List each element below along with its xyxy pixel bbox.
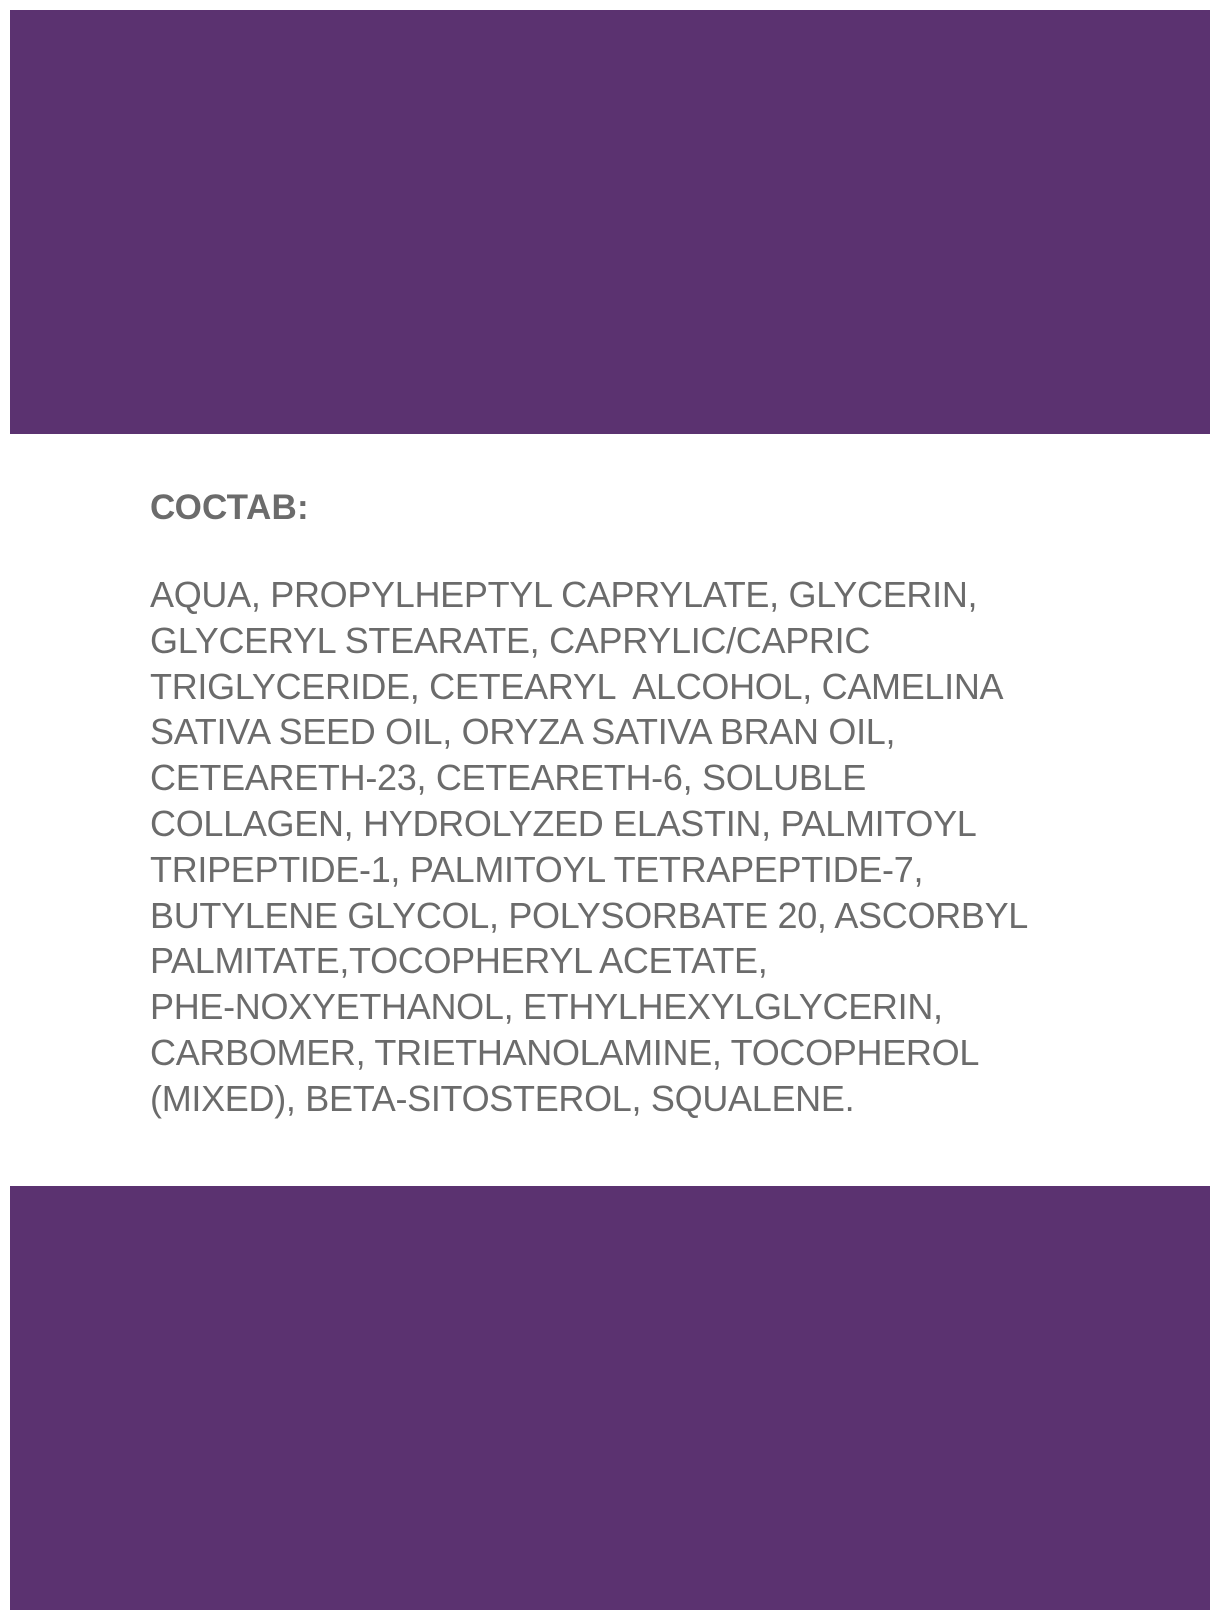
ingredients-line: GLYCERYL STEARATE, CAPRYLIC/CAPRIC	[150, 619, 871, 661]
ingredients-line: PALMITATE,TOCOPHERYL ACETATE,	[150, 940, 768, 982]
ingredients-line: SATIVA SEED OIL, ORYZA SATIVA BRAN OIL,	[150, 711, 896, 753]
ingredients-list	[150, 572, 1090, 1122]
ingredients-line: AQUA, PROPYLHEPTYL CAPRYLATE, GLYCERIN,	[150, 574, 978, 615]
ingredients-line: COLLAGEN, HYDROLYZED ELASTIN, PALMITOYL	[150, 802, 977, 844]
ingredients-line: TRIGLYCERIDE, CETEARYL ALCOHOL, CAMELINA	[150, 665, 1004, 707]
top-purple-band	[10, 10, 1210, 434]
ingredients-line: CARBOMER, TRIETHANOLAMINE, TOCOPHEROL	[150, 1031, 980, 1073]
ingredients-line: CETEARETH-23, CETEARETH-6, SOLUBLE	[150, 757, 866, 799]
ingredients-line: BUTYLENE GLYCOL, POLYSORBATE 20, ASCORBYL	[150, 894, 1029, 936]
bottom-purple-band	[10, 1186, 1210, 1610]
ingredients-section	[150, 480, 1090, 1122]
ingredients-line: (MIXED), BETA-SITOSTEROL, SQUALENE.	[150, 1077, 855, 1119]
ingredients-line: TRIPEPTIDE-1, PALMITOYL TETRAPEPTIDE-7,	[150, 848, 924, 890]
ingredients-heading: СОСТАВ:	[150, 488, 309, 527]
ingredients-line: PHE-NOXYETHANOL, ETHYLHEXYLGLYCERIN,	[150, 986, 943, 1028]
